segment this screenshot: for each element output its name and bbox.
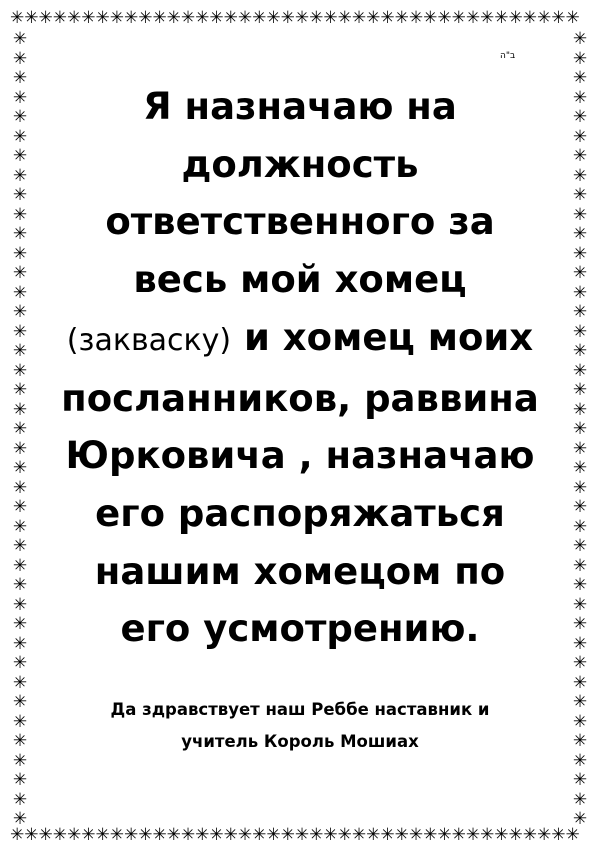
footer-line-2: учитель Король Мошиах — [181, 732, 419, 751]
main-line-3: ответственного за — [105, 200, 495, 244]
decorative-border-left: ✳ ✳ ✳ ✳ ✳ ✳ ✳ ✳ ✳ ✳ ✳ ✳ ✳ ✳ ✳ ✳ ✳ ✳ ✳ ✳ ✳ ✳ ✳ ✳ ✳ ✳ ✳ ✳ ✳ ✳ ✳ ✳ ✳ ✳ ✳ ✳ ✳ ✳ ✳ ✳ ✳ — [12, 30, 28, 826]
main-line-5-parenthetical: (закваску) — [66, 322, 232, 358]
main-line-2: должность — [181, 142, 419, 186]
main-line-10: его усмотрению. — [120, 607, 480, 651]
main-line-8: его распоряжаться — [95, 491, 505, 535]
corner-mark: ב"ה — [500, 51, 516, 61]
decorative-border-top: ✳✳✳✳✳✳✳✳✳✳✳✳✳✳✳✳✳✳✳✳✳✳✳✳✳✳✳✳✳✳✳✳✳✳✳✳✳✳✳✳ — [10, 9, 580, 28]
main-line-1: Я назначаю на — [143, 85, 457, 128]
main-text — [44, 78, 556, 658]
main-line-5-bold: и хомец моих — [243, 315, 534, 359]
main-line-5 — [44, 309, 556, 370]
decorative-border-bottom: ✳✳✳✳✳✳✳✳✳✳✳✳✳✳✳✳✳✳✳✳✳✳✳✳✳✳✳✳✳✳✳✳✳✳✳✳✳✳✳✳ — [10, 826, 580, 845]
main-line-6: посланников, раввина — [61, 376, 539, 420]
footer-blessing — [44, 694, 556, 758]
footer-line-1: Да здравствует наш Реббе наставник и — [110, 700, 490, 719]
main-line-4: весь мой хомец — [133, 258, 467, 302]
decorative-border-right: ✳ ✳ ✳ ✳ ✳ ✳ ✳ ✳ ✳ ✳ ✳ ✳ ✳ ✳ ✳ ✳ ✳ ✳ ✳ ✳ ✳ ✳ ✳ ✳ ✳ ✳ ✳ ✳ ✳ ✳ ✳ ✳ ✳ ✳ ✳ ✳ ✳ ✳ ✳ ✳ ✳ — [572, 30, 588, 826]
main-line-7: Юрковича , назначаю — [65, 434, 535, 478]
main-line-9: нашим хомецом по — [94, 549, 506, 593]
